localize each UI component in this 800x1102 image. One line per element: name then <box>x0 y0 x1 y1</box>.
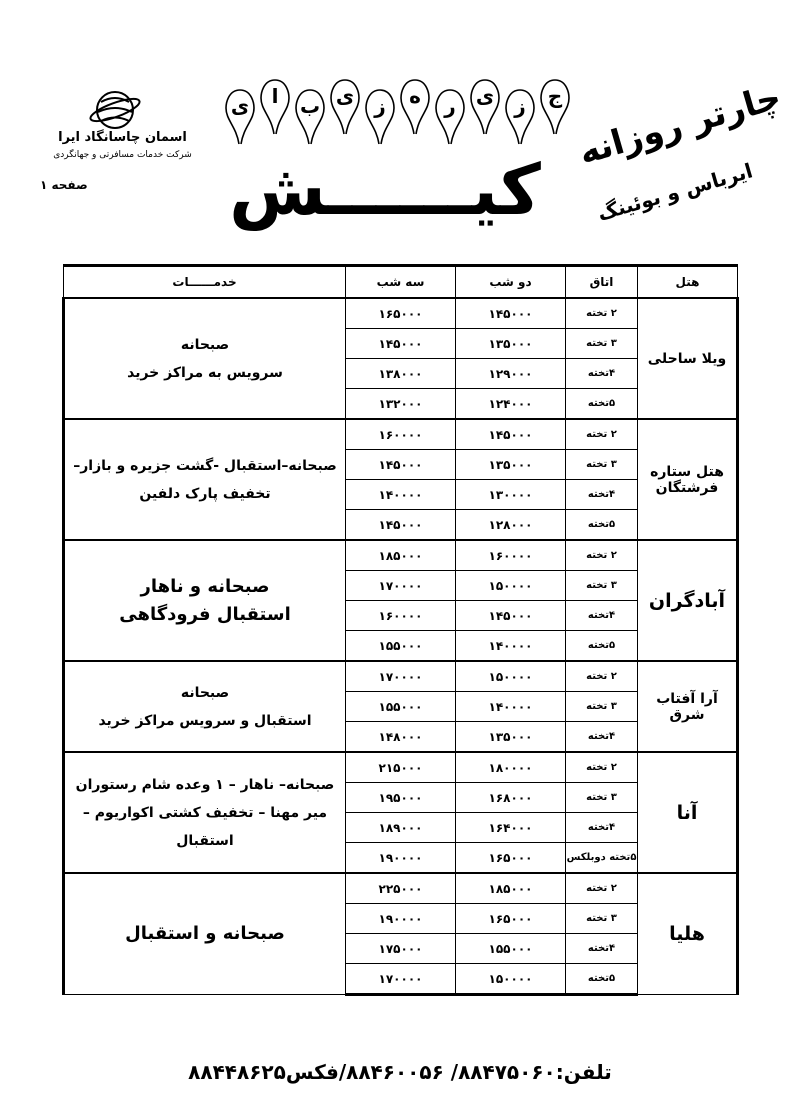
table-body <box>64 298 738 995</box>
room-type: ۴تخته <box>566 480 638 510</box>
price-three-nights: ۱۷۰۰۰۰ <box>346 661 456 692</box>
room-type: ۵تخته <box>566 631 638 662</box>
balloon-letter <box>470 78 500 136</box>
service-line: استقبال <box>176 832 234 849</box>
room-type: ۲ تخته <box>566 661 638 692</box>
service-line: صبحانه– ناهار – ۱ وعده شام رستوران <box>75 776 335 793</box>
price-two-nights: ۱۶۴۰۰۰ <box>456 813 566 843</box>
price-two-nights: ۱۸۰۰۰۰ <box>456 752 566 783</box>
price-table <box>62 264 739 996</box>
services-cell <box>64 873 346 995</box>
balloon-letter <box>295 88 325 146</box>
airline-subtitle: ایرباس و بوئینگ <box>594 158 756 226</box>
page-number: صفحه ۱ <box>40 178 88 192</box>
room-type: ۴تخته <box>566 813 638 843</box>
price-two-nights: ۱۳۵۰۰۰ <box>456 722 566 753</box>
room-type: ۴تخته <box>566 722 638 753</box>
price-two-nights: ۱۵۰۰۰۰ <box>456 661 566 692</box>
price-two-nights: ۱۵۰۰۰۰ <box>456 964 566 995</box>
room-type: ۴تخته <box>566 601 638 631</box>
price-three-nights: ۱۴۵۰۰۰ <box>346 329 456 359</box>
room-type: ۳ تخته <box>566 571 638 601</box>
balloon-letter-text: ر <box>444 94 456 118</box>
hotel-name: آبادگران <box>638 540 738 661</box>
balloon-letter-text: ی <box>475 84 495 108</box>
price-three-nights: ۱۹۰۰۰۰ <box>346 904 456 934</box>
service-line: تخفیف پارک دلفین <box>139 485 271 502</box>
hotel-name: ویلا ساحلی <box>638 298 738 419</box>
services-cell <box>64 661 346 752</box>
hotel-name: آرا آفتاب شرق <box>638 661 738 752</box>
hotel-name: هتل ستاره فرشتگان <box>638 419 738 540</box>
table-row <box>64 419 738 450</box>
service-line: صبحانه <box>180 684 230 701</box>
price-two-nights: ۱۵۰۰۰۰ <box>456 571 566 601</box>
services-cell <box>64 540 346 661</box>
service-line: سرویس به مراکز خرید <box>127 364 283 381</box>
balloon-letter-text: ا <box>271 84 279 108</box>
hotel-name: آنا <box>638 752 738 873</box>
services-cell <box>64 298 346 419</box>
table-row <box>64 298 738 329</box>
balloon-letter-text: ز <box>514 94 526 118</box>
price-three-nights: ۱۹۰۰۰۰ <box>346 843 456 874</box>
header-three-nights: سه شب <box>346 266 456 299</box>
header-services: خدمــــــات <box>64 266 346 299</box>
price-two-nights: ۱۶۵۰۰۰ <box>456 904 566 934</box>
price-two-nights: ۱۴۵۰۰۰ <box>456 298 566 329</box>
price-three-nights: ۲۱۵۰۰۰ <box>346 752 456 783</box>
price-two-nights: ۱۳۰۰۰۰ <box>456 480 566 510</box>
price-three-nights: ۱۹۵۰۰۰ <box>346 783 456 813</box>
price-three-nights: ۱۸۵۰۰۰ <box>346 540 456 571</box>
services-cell <box>64 419 346 540</box>
room-type: ۳ تخته <box>566 783 638 813</box>
price-two-nights: ۱۴۵۰۰۰ <box>456 601 566 631</box>
balloon-letter <box>225 88 255 146</box>
room-type: ۵تخته دوبلکس <box>566 843 638 874</box>
service-line: استقبال فرودگاهی <box>119 603 291 625</box>
service-line: صبحانه <box>180 336 230 353</box>
table-row <box>64 752 738 783</box>
balloon-letter <box>330 78 360 136</box>
header-two-nights: دو شب <box>456 266 566 299</box>
room-type: ۵تخته <box>566 510 638 541</box>
room-type: ۲ تخته <box>566 540 638 571</box>
price-three-nights: ۱۶۵۰۰۰ <box>346 298 456 329</box>
price-two-nights: ۱۸۵۰۰۰ <box>456 873 566 904</box>
price-two-nights: ۱۴۵۰۰۰ <box>456 419 566 450</box>
price-three-nights: ۱۷۵۰۰۰ <box>346 934 456 964</box>
service-line: صبحانه–استقبال -گشت جزیره و بازار– <box>73 457 337 474</box>
room-type: ۳ تخته <box>566 450 638 480</box>
price-three-nights: ۱۴۵۰۰۰ <box>346 450 456 480</box>
room-type: ۲ تخته <box>566 752 638 783</box>
price-three-nights: ۱۸۹۰۰۰ <box>346 813 456 843</box>
table-row <box>64 873 738 904</box>
room-type: ۳ تخته <box>566 329 638 359</box>
header-hotel: هتل <box>638 266 738 299</box>
services-cell <box>64 752 346 873</box>
room-type: ۳ تخته <box>566 904 638 934</box>
hotel-name: هلیا <box>638 873 738 995</box>
price-three-nights: ۱۶۰۰۰۰ <box>346 601 456 631</box>
service-line: استقبال و سرویس مراکز خرید <box>98 712 312 729</box>
room-type: ۵تخته <box>566 389 638 420</box>
balloon-letter-text: ج <box>547 84 563 108</box>
price-three-nights: ۱۷۰۰۰۰ <box>346 571 456 601</box>
contact-footer: تلفن:۸۸۴۷۵۰۶۰/ ۸۸۴۶۰۰۵۶/فکس۸۸۴۴۸۶۲۵ <box>188 1060 612 1084</box>
room-type: ۴تخته <box>566 359 638 389</box>
balloon-letter <box>435 88 465 146</box>
room-type: ۴تخته <box>566 934 638 964</box>
service-line: صبحانه و استقبال <box>125 923 285 944</box>
balloon-letter <box>505 88 535 146</box>
service-line: میر مهنا – تخفیف کشتی اکواریوم – <box>82 804 328 821</box>
balloon-letter-text: ب <box>299 94 321 118</box>
price-two-nights: ۱۶۸۰۰۰ <box>456 783 566 813</box>
price-two-nights: ۱۳۵۰۰۰ <box>456 329 566 359</box>
table-row <box>64 540 738 571</box>
balloon-letter-text: ه <box>409 84 421 108</box>
price-two-nights: ۱۴۰۰۰۰ <box>456 631 566 662</box>
table-header-row <box>64 266 738 299</box>
room-type: ۲ تخته <box>566 419 638 450</box>
balloon-letter <box>260 78 290 136</box>
price-three-nights: ۱۳۸۰۰۰ <box>346 359 456 389</box>
price-three-nights: ۱۴۵۰۰۰ <box>346 510 456 541</box>
main-title: کیــــــش <box>229 149 541 231</box>
price-three-nights: ۱۴۰۰۰۰ <box>346 480 456 510</box>
price-two-nights: ۱۶۵۰۰۰ <box>456 843 566 874</box>
service-line: صبحانه و ناهار <box>140 575 270 597</box>
price-three-nights: ۱۵۵۰۰۰ <box>346 631 456 662</box>
logo-subtitle: شرکت خدمات مسافرتی و جهانگردی <box>53 150 192 160</box>
room-type: ۵تخته <box>566 964 638 995</box>
balloon-letter-text: ی <box>335 84 355 108</box>
logo-brand-text: اسمان چاسانگاد ایرا <box>58 130 187 145</box>
price-three-nights: ۱۷۰۰۰۰ <box>346 964 456 995</box>
charter-title: چارتر روزانه <box>574 77 786 173</box>
price-three-nights: ۱۶۰۰۰۰ <box>346 419 456 450</box>
balloon-letter-text: ز <box>374 94 386 118</box>
price-two-nights: ۱۵۵۰۰۰ <box>456 934 566 964</box>
price-two-nights: ۱۴۰۰۰۰ <box>456 692 566 722</box>
price-three-nights: ۱۵۵۰۰۰ <box>346 692 456 722</box>
price-two-nights: ۱۲۸۰۰۰ <box>456 510 566 541</box>
price-two-nights: ۱۲۴۰۰۰ <box>456 389 566 420</box>
balloon-letter <box>365 88 395 146</box>
price-three-nights: ۱۴۸۰۰۰ <box>346 722 456 753</box>
room-type: ۳ تخته <box>566 692 638 722</box>
table-row <box>64 661 738 692</box>
price-three-nights: ۱۳۲۰۰۰ <box>346 389 456 420</box>
price-three-nights: ۲۲۵۰۰۰ <box>346 873 456 904</box>
balloon-letter-text: ی <box>230 94 250 118</box>
price-two-nights: ۱۳۵۰۰۰ <box>456 450 566 480</box>
price-two-nights: ۱۶۰۰۰۰ <box>456 540 566 571</box>
header-room: اتاق <box>566 266 638 299</box>
balloon-letter <box>540 78 570 136</box>
room-type: ۲ تخته <box>566 298 638 329</box>
price-two-nights: ۱۲۹۰۰۰ <box>456 359 566 389</box>
balloon-letter <box>400 78 430 136</box>
room-type: ۲ تخته <box>566 873 638 904</box>
